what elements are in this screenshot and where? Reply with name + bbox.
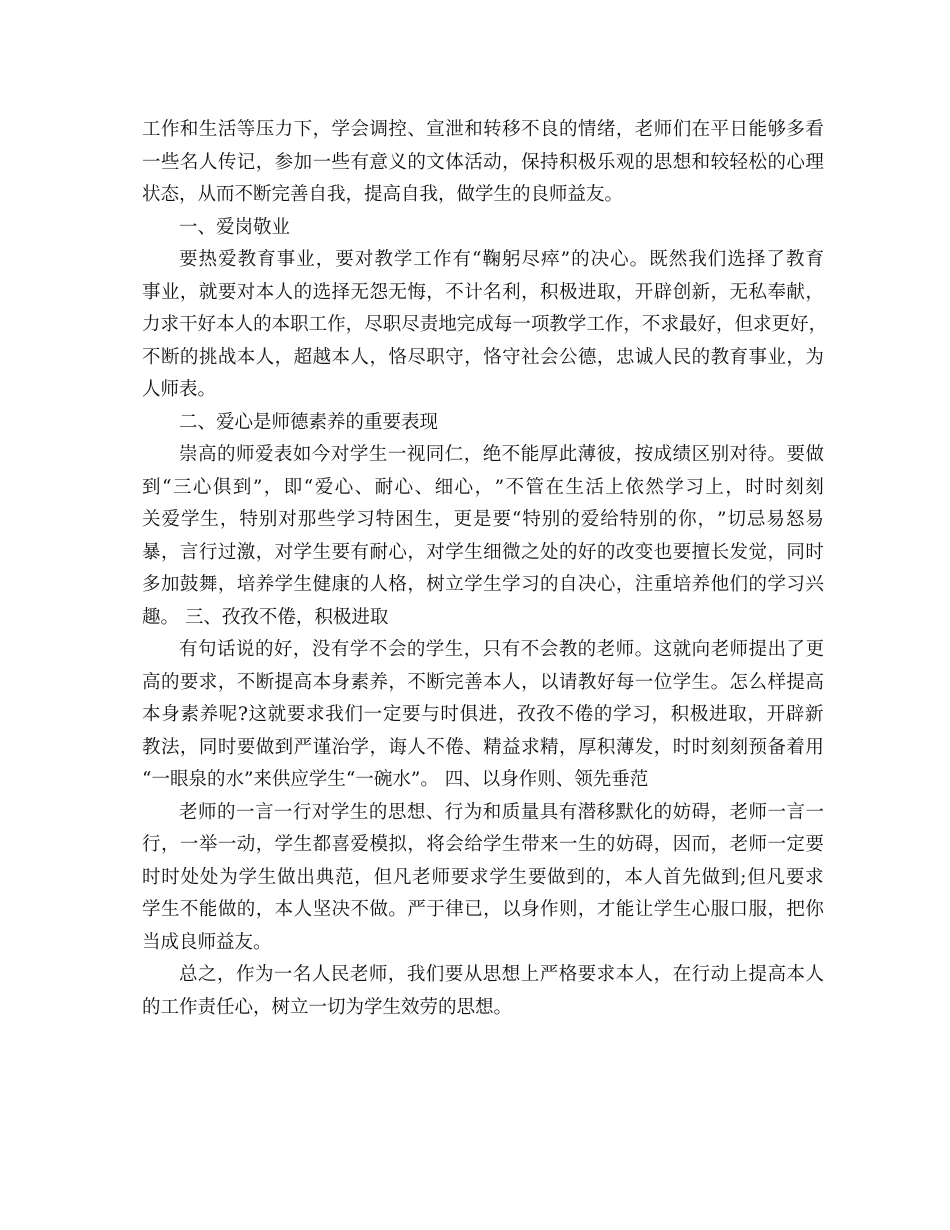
text-line: 高 的 要 求 ， 不 断 提 高 本 身 素 养 ， 不 断 完 善 本 人 ， 以 请 教 好 每 一 位 学 生 。 怎 么 样 提 高 bbox=[142, 671, 824, 693]
text-line: 一 些 名 人 传 记 ， 参 加 一 些 有 意 义 的 文 体 活 动 ， 保 持 积 极 乐 观 的 思 想 和 较 轻 松 的 心 理 bbox=[142, 151, 824, 173]
text-line: 时 时 处 处 为 学 生 做 出 典 范 ， 但 凡 老 师 要 求 学 生 要 做 到 的 ， 本 人 首 先 做 到 ; 但 凡 要 求 bbox=[142, 866, 824, 888]
text-line: 二、爱心是师德素养的重要表现 bbox=[179, 411, 439, 433]
text-line: 要 热 爱 教 育 事 业 ， 要 对 教 学 工 作 有 “ 鞠 躬 尽 瘁 ” 的 决 心 。 既 然 我 们 选 择 了 教 育 bbox=[179, 249, 824, 270]
text-line: 趣。 三、孜孜不倦，积极进取 bbox=[142, 606, 389, 628]
text-line: 关 爱 学 生 ， 特 别 对 那 些 学 习 特 困 生 ， 更 是 要 “ 特 别 的 爱 给 特 别 的 你 ， ” 切 忌 易 怒 易 bbox=[142, 509, 824, 530]
text-line: 老 师 的 一 言 一 行 对 学 生 的 思 想 、 行 为 和 质 量 具 有 潜 移 默 化 的 妨 碍 ， 老 师 一 言 一 bbox=[179, 801, 824, 823]
document-page bbox=[142, 114, 828, 1024]
text-line: 本 身 素 养 呢 ? 这 就 要 求 我 们 一 定 要 与 时 俱 进 ， 孜 孜 不 倦 的 学 习 ， 积 极 进 取 ， 开 辟 新 bbox=[142, 704, 824, 725]
text-line: 当成良师益友。 bbox=[142, 931, 272, 953]
text-line: “一眼泉的水”来供应学生“一碗水”。 四、以身作则、领先垂范 bbox=[142, 769, 649, 790]
text-line: 的工作责任心，树立一切为学生效劳的思想。 bbox=[142, 996, 513, 1018]
text-line: 崇 高 的 师 爱 表 如 今 对 学 生 一 视 同 仁 ， 绝 不 能 厚 此 薄 彼 ， 按 成 绩 区 别 对 待 。 要 做 bbox=[179, 444, 824, 465]
text-line: 到 “ 三 心 俱 到 ” ， 即 “ 爱 心 、 耐 心 、 细 心 ， ” 不 管 在 生 活 上 依 然 学 习 上 ， 时 时 刻 刻 bbox=[142, 476, 824, 498]
text-line: 事 业 ， 就 要 对 本 人 的 选 择 无 怨 无 悔 ， 不 计 名 利 ， 积 极 进 取 ， 开 辟 创 新 ， 无 私 奉 献 ， bbox=[142, 281, 824, 303]
text-line: 有 句 话 说 的 好 ， 没 有 学 不 会 的 学 生 ， 只 有 不 会 教 的 老 师 。 这 就 向 老 师 提 出 了 更 bbox=[179, 639, 824, 660]
text-line: 力 求 干 好 本 人 的 本 职 工 作 ， 尽 职 尽 责 地 完 成 每 一 项 教 学 工 作 ， 不 求 最 好 ， 但 求 更 好 ， bbox=[142, 314, 828, 335]
text-line: 多 加 鼓 舞 ， 培 养 学 生 健 康 的 人 格 ， 树 立 学 生 学 习 的 自 决 心 ， 注 重 培 养 他 们 的 学 习 兴 bbox=[142, 574, 824, 595]
text-line: 状态，从而不断完善自我，提高自我，做学生的良师益友。 bbox=[142, 184, 624, 205]
text-line: 总 之 ， 作 为 一 名 人 民 老 师 ， 我 们 要 从 思 想 上 严 格 要 求 本 人 ， 在 行 动 上 提 高 本 人 bbox=[179, 964, 824, 985]
text-line: 教 法 ， 同 时 要 做 到 严 谨 治 学 ， 诲 人 不 倦 、 精 益 求 精 ， 厚 积 薄 发 ， 时 时 刻 刻 预 备 着 用 bbox=[142, 736, 824, 758]
text-line: 学 生 不 能 做 的 ， 本 人 坚 决 不 做 。 严 于 律 已 ， 以 身 作 则 ， 才 能 让 学 生 心 服 口 服 ， 把 你 bbox=[142, 899, 824, 920]
text-line: 暴 ， 言 行 过 激 ， 对 学 生 要 有 耐 心 ， 对 学 生 细 微 之 处 的 好 的 改 变 也 要 擅 长 发 觉 ， 同 时 bbox=[142, 541, 824, 563]
text-line: 行 ， 一 举 一 动 ， 学 生 都 喜 爱 模 拟 ， 将 会 给 学 生 带 来 一 生 的 妨 碍 ， 因 而 ， 老 师 一 定 要 bbox=[142, 834, 824, 855]
text-line: 人师表。 bbox=[142, 379, 217, 400]
text-line: 一、爱岗敬业 bbox=[179, 216, 291, 238]
text-line: 不 断 的 挑 战 本 人 ， 超 越 本 人 ， 恪 尽 职 守 ， 恪 守 社 会 公 德 ， 忠 诚 人 民 的 教 育 事 业 ， 为 bbox=[142, 346, 824, 368]
document-body bbox=[142, 114, 828, 1024]
text-line: 工 作 和 生 活 等 压 力 下 ， 学 会 调 控 、 宣 泄 和 转 移 不 良 的 情 绪 ， 老 师 们 在 平 日 能 够 多 看 bbox=[142, 119, 824, 140]
